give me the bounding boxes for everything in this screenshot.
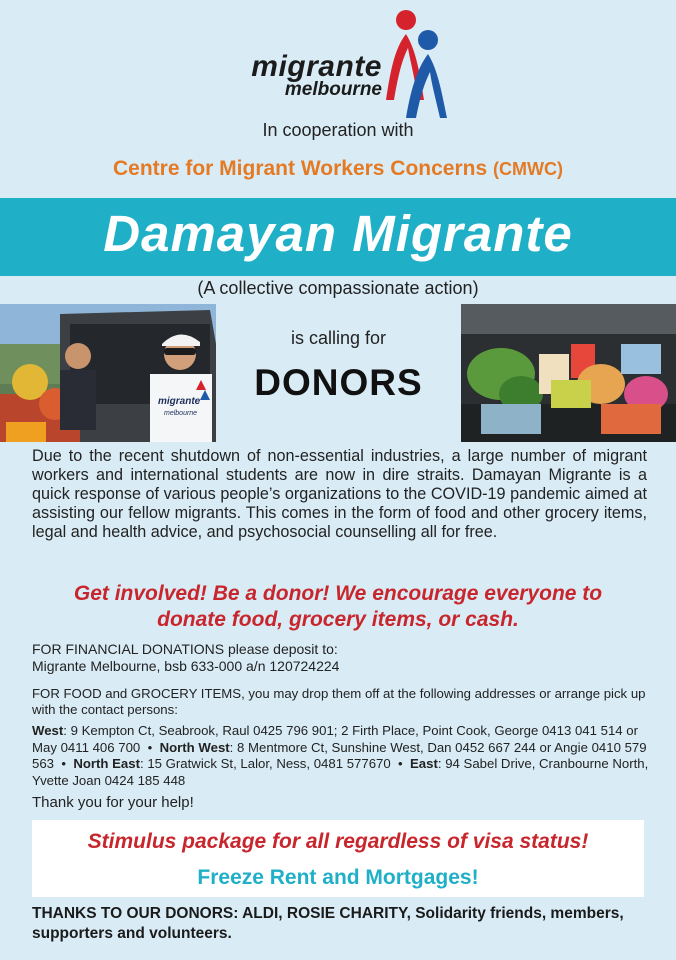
bullet-separator: •: [57, 756, 70, 771]
cta-line-2: donate food, grocery items, or cash.: [157, 608, 519, 631]
freeze-rent-demand: Freeze Rent and Mortgages!: [197, 866, 479, 889]
stimulus-demand: Stimulus package for all regardless of visa status!: [87, 830, 589, 853]
shirt-sub-text: melbourne: [164, 410, 198, 417]
logo-main-text: migrante: [251, 50, 382, 83]
page-title: Damayan Migrante: [103, 205, 573, 262]
address-region: North West: [159, 739, 230, 755]
address-entry: [73, 756, 390, 771]
bank-details: Migrante Melbourne, bsb 633-000 a/n 120724224: [32, 658, 340, 674]
shirt-brand-text: migrante: [158, 396, 201, 407]
donor-list: THANKS TO OUR DONORS: ALDI, ROSIE CHARITY, Solidarity friends, members, supporters and volunteers.: [32, 905, 624, 942]
organization-full-name: Centre for Migrant Workers Concerns: [112, 157, 488, 180]
logo-wordmark: [204, 52, 382, 100]
financial-heading: FOR FINANCIAL DONATIONS please deposit to:: [32, 641, 338, 657]
organization-abbreviation: (CMWC): [493, 159, 563, 179]
call-to-action: [0, 581, 676, 633]
groceries-photo: [461, 304, 676, 442]
thank-you-text: Thank you for your help!: [32, 794, 194, 811]
donors-heading: DONORS: [254, 362, 423, 403]
financial-donations: [32, 641, 647, 675]
calling-for-text: is calling for: [290, 328, 387, 348]
logo-sub-text: melbourne: [284, 79, 382, 100]
blue-figure-head-icon: [418, 30, 438, 50]
address-detail: : 9 Kempton Ct, Seabrook, Raul 0425 796 901; 2 Firth Place, Point Cook, George 0413 041 514 or May 0411 406 700: [32, 723, 639, 755]
description-paragraph: Due to the recent shutdown of non-essential industries, a large number of migrant workers and international students are now in dire straits. Damayan Migrante is a quick response of various people’s organizations to the COVID-19 pandemic aimed at assisting our fellow migrants. This comes in the form of food and other grocery items, legal and health advice, and psychosocial counselling all for free.: [32, 447, 647, 541]
dropoff-addresses: [32, 723, 652, 789]
address-region: West: [32, 723, 64, 738]
bullet-separator: •: [143, 739, 156, 755]
red-figure-head-icon: [396, 10, 416, 30]
people-figures-icon: [384, 4, 448, 120]
address-detail: : 8 Mentmore Ct, Sunshine West, Dan 0452 667 244 or Angie 0410 579 563: [32, 739, 647, 771]
cta-line-1: Get involved! Be a donor! We encourage everyone to: [73, 582, 603, 605]
cooperation-text: In cooperation with: [262, 120, 414, 140]
donor-acknowledgements: [32, 904, 652, 944]
address-detail: : 15 Gratwick St, Lalor, Ness, 0481 577670: [140, 756, 391, 771]
bullet-separator: •: [394, 756, 407, 771]
logo: [0, 0, 676, 120]
address-detail: : 94 Sabel Drive, Cranbourne North, Yvette Joan 0424 185 448: [32, 756, 649, 788]
address-region: East: [410, 756, 438, 771]
page-subtitle: (A collective compassionate action): [197, 278, 479, 298]
volunteers-photo: [0, 304, 216, 442]
address-region: North East: [73, 756, 140, 771]
organization-name: [0, 157, 676, 181]
food-donations-intro: FOR FOOD and GROCERY ITEMS, you may drop them off at the following addresses or arrange pick up with the contact persons:: [32, 686, 646, 717]
